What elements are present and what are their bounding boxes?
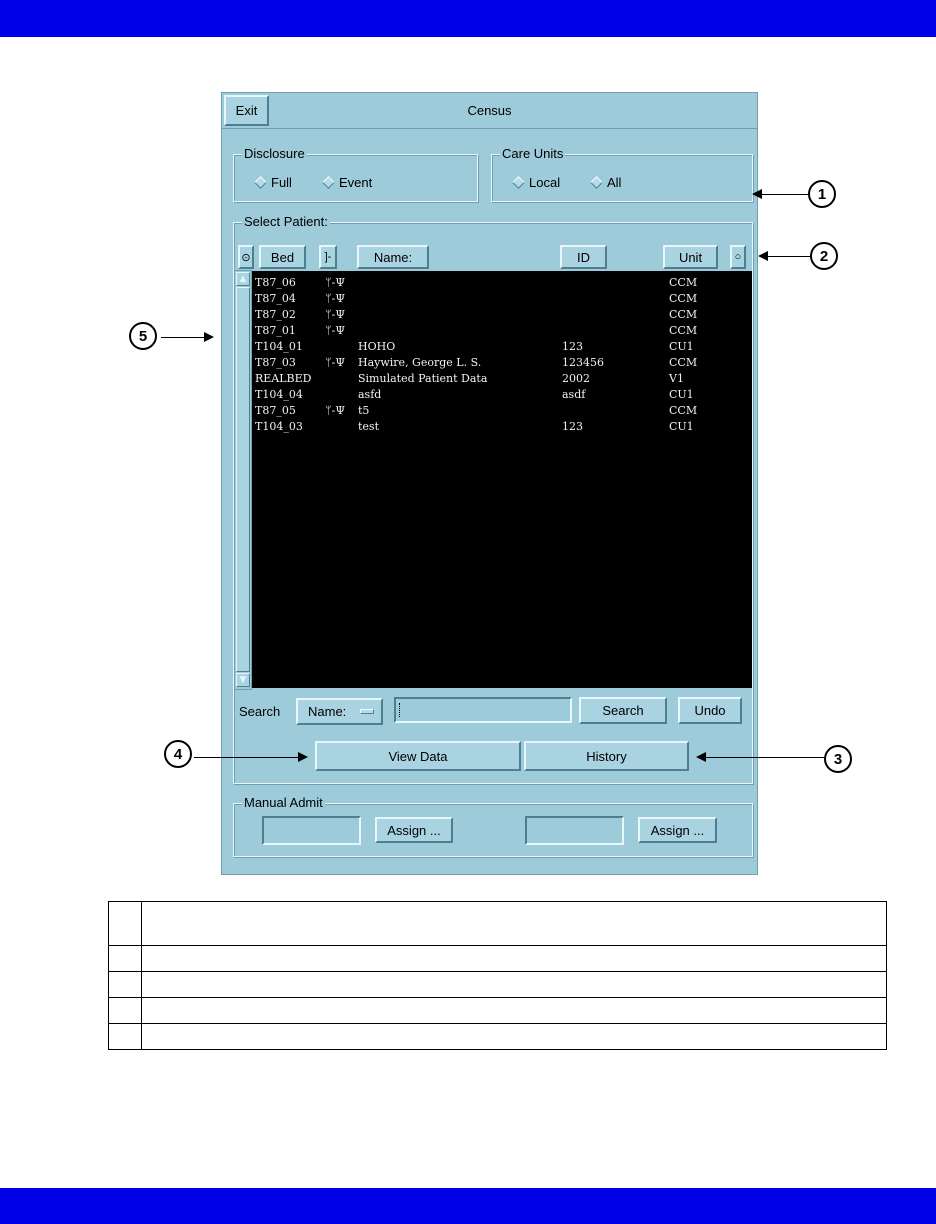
footer-bar (0, 1188, 936, 1224)
callout-1: 1 (808, 180, 836, 208)
arrowhead-right-icon (204, 332, 214, 342)
bed-column-button[interactable]: Bed (259, 245, 306, 269)
telemetry-icon: ]- (324, 251, 332, 263)
cell-name: asfd (358, 388, 382, 401)
manual-admit-bed-field-2[interactable] (525, 816, 624, 845)
cell-unit: CU1 (669, 340, 694, 353)
exit-button[interactable]: Exit (224, 95, 269, 126)
unit-column-button[interactable]: Unit (663, 245, 718, 269)
care-units-group (491, 146, 753, 202)
table-row[interactable] (252, 386, 752, 402)
disclosure-label: Disclosure (244, 146, 305, 161)
patient-list-scrollbar[interactable] (234, 270, 252, 690)
scroll-down-arrow-icon[interactable]: ▼ (236, 673, 250, 687)
cell-unit: CU1 (669, 420, 694, 433)
callout-2-arrow (766, 256, 810, 257)
arrowhead-right-icon (298, 752, 308, 762)
table-cell (109, 972, 142, 998)
callout-3-arrow (704, 757, 824, 758)
lock-column-button[interactable] (730, 245, 746, 269)
cell-id: 123 (562, 340, 583, 353)
radio-all[interactable]: All (592, 175, 621, 190)
callout-4: 4 (164, 740, 192, 768)
table-row[interactable] (252, 338, 752, 354)
table-cell (109, 946, 142, 972)
radio-event[interactable]: Event (324, 175, 372, 190)
cell-unit: CCM (669, 356, 698, 369)
table-row[interactable] (252, 402, 752, 418)
cell-bed: T87_03 (255, 356, 296, 369)
cell-name: Haywire, George L. S. (358, 356, 482, 369)
cell-bed: REALBED (255, 372, 312, 385)
arrowhead-left-icon (696, 752, 706, 762)
cell-id: asdf (562, 388, 586, 401)
table-row[interactable] (252, 354, 752, 370)
cell-id: 123456 (562, 356, 604, 369)
table-cell (142, 946, 887, 972)
telemetry-icon: ᛘ-Ψ (325, 404, 345, 417)
cell-name: HOHO (358, 340, 396, 353)
view-data-button[interactable]: View Data (315, 741, 521, 771)
assign-button-2[interactable]: Assign ... (638, 817, 717, 843)
id-column-button[interactable]: ID (560, 245, 607, 269)
callout-description-table (108, 901, 887, 1050)
telemetry-column-button[interactable] (319, 245, 337, 269)
diamond-radio-icon (590, 176, 603, 189)
window-title: Census (467, 103, 512, 118)
table-cell (109, 1024, 142, 1050)
cell-unit: CCM (669, 308, 698, 321)
search-label: Search (239, 704, 281, 719)
radio-full[interactable]: Full (256, 175, 292, 190)
search-input[interactable] (394, 697, 572, 723)
cell-bed: T104_01 (255, 340, 303, 353)
callout-3: 3 (824, 745, 852, 773)
manual-admit-bed-field-1[interactable] (262, 816, 361, 845)
callout-2: 2 (810, 242, 838, 270)
cell-id: 123 (562, 420, 583, 433)
diamond-radio-icon (254, 176, 267, 189)
cell-bed: T87_05 (255, 404, 296, 417)
telemetry-icon: ᛘ-Ψ (325, 356, 345, 369)
callout-1-arrow (760, 194, 808, 195)
assign-button-1[interactable]: Assign ... (375, 817, 453, 843)
cell-bed: T87_04 (255, 292, 296, 305)
scroll-up-arrow-icon[interactable]: ▲ (236, 272, 250, 286)
disclosure-group (233, 146, 478, 202)
cell-bed: T87_06 (255, 276, 296, 289)
table-row[interactable] (252, 322, 752, 338)
cell-name: Simulated Patient Data (358, 372, 488, 385)
table-row[interactable] (252, 370, 752, 386)
clock-sort-button[interactable] (238, 245, 254, 269)
history-button[interactable]: History (524, 741, 689, 771)
cell-id: 2002 (562, 372, 590, 385)
cell-bed: T87_02 (255, 308, 296, 321)
option-menu-indicator-icon (360, 709, 374, 714)
radio-local[interactable]: Local (514, 175, 560, 190)
cell-unit: CCM (669, 404, 698, 417)
telemetry-icon: ᛘ-Ψ (325, 308, 345, 321)
cell-unit: CCM (669, 276, 698, 289)
table-row[interactable] (252, 418, 752, 434)
patient-list[interactable] (252, 271, 752, 688)
cell-unit: V1 (669, 372, 684, 385)
table-row[interactable] (252, 274, 752, 290)
header-bar (0, 0, 936, 37)
cell-name: test (358, 420, 379, 433)
diamond-radio-icon (322, 176, 335, 189)
search-field-option-menu[interactable]: Name: (296, 698, 383, 725)
cell-name: t5 (358, 404, 370, 417)
table-cell (142, 902, 887, 946)
text-cursor-icon (399, 703, 400, 717)
clock-icon: ⊙ (241, 251, 251, 264)
cell-unit: CU1 (669, 388, 694, 401)
table-cell (142, 972, 887, 998)
callout-4-arrow (194, 757, 298, 758)
diamond-radio-icon (512, 176, 525, 189)
table-cell (109, 998, 142, 1024)
table-cell (142, 998, 887, 1024)
table-cell (109, 902, 142, 946)
title-bar (222, 93, 757, 129)
telemetry-icon: ᛘ-Ψ (325, 292, 345, 305)
name-column-button[interactable]: Name: (357, 245, 429, 269)
arrowhead-left-icon (752, 189, 762, 199)
scroll-thumb[interactable] (236, 287, 250, 672)
table-row[interactable] (252, 290, 752, 306)
table-row[interactable] (252, 306, 752, 322)
cell-bed: T104_03 (255, 420, 303, 433)
cell-bed: T104_04 (255, 388, 303, 401)
callout-5-arrow (161, 337, 204, 338)
search-button[interactable]: Search (579, 697, 667, 724)
cell-unit: CCM (669, 324, 698, 337)
care-units-label: Care Units (502, 146, 564, 161)
telemetry-icon: ᛘ-Ψ (325, 276, 345, 289)
cell-unit: CCM (669, 292, 698, 305)
table-cell (142, 1024, 887, 1050)
arrowhead-left-icon (758, 251, 768, 261)
callout-5: 5 (129, 322, 157, 350)
telemetry-icon: ᛘ-Ψ (325, 324, 345, 337)
manual-admit-label: Manual Admit (244, 795, 323, 810)
select-patient-label: Select Patient: (244, 214, 328, 229)
lock-icon: ○ (734, 251, 742, 263)
cell-bed: T87_01 (255, 324, 296, 337)
undo-button[interactable]: Undo (678, 697, 742, 724)
